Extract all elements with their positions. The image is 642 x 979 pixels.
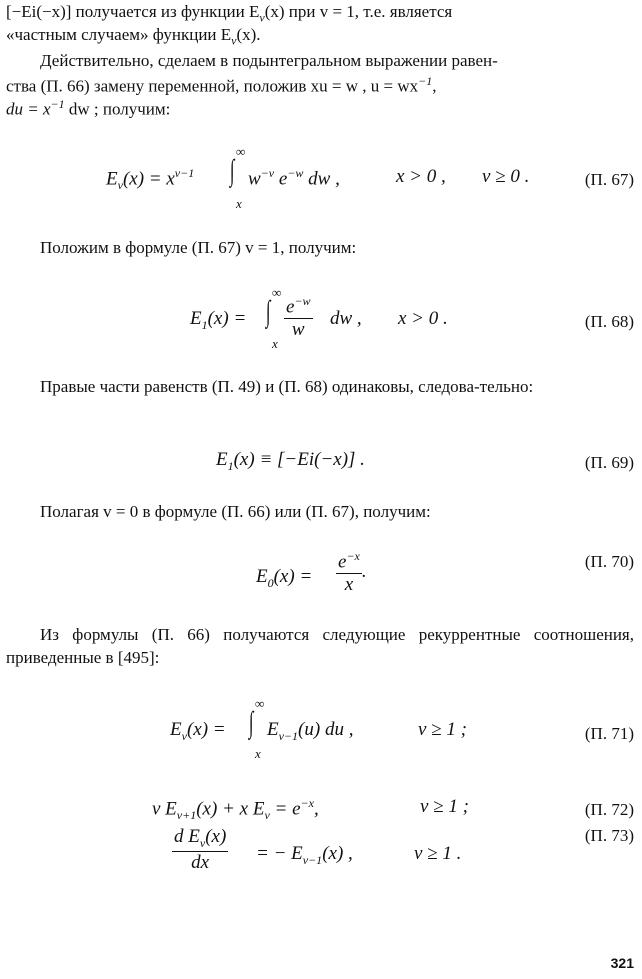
integral-sign: ∫ (248, 706, 254, 739)
equation-number: (П. 69) (584, 453, 634, 472)
text-line: du = $x^{-1}$ dw ; получим: (6, 97, 171, 119)
text-line: ства (П. 66) замену переменной, положив xu = w , $u = wx^{-1}$, (6, 74, 437, 96)
text-line: «частным случаем» функции $E_v(x)$. (6, 25, 261, 48)
equation-number: (П. 67) (584, 170, 634, 189)
page-number: 321 (610, 955, 634, 971)
equation-number: (П. 72) (584, 800, 634, 819)
paragraph: Правые части равенств (П. 49) и (П. 68) одинаковы, следова-тельно: (40, 377, 534, 396)
integral-sign: ∫ (229, 154, 235, 187)
equation-number: (П. 71) (584, 724, 634, 743)
integral-sign: ∫ (265, 295, 271, 328)
text-line: [−Ei(−x)] получается из функции $E_v(x)$ при v = 1, т.е. является (6, 2, 453, 25)
paragraph: Из формулы (П. 66) получаются следующие рекуррентные соотношения, приведенные в [495]: (6, 625, 634, 667)
text-line: Полагая v = 0 в формуле (П. 66) или (П. 67), получим: (40, 502, 431, 521)
text-line: Действительно, сделаем в подынтегральном выражении равен- (40, 51, 498, 70)
equation-number: (П. 73) (584, 826, 634, 845)
equation-number: (П. 68) (584, 312, 634, 331)
equation-number: (П. 70) (584, 552, 634, 571)
text-line: Положим в формуле (П. 67) v = 1, получим: (40, 238, 357, 257)
